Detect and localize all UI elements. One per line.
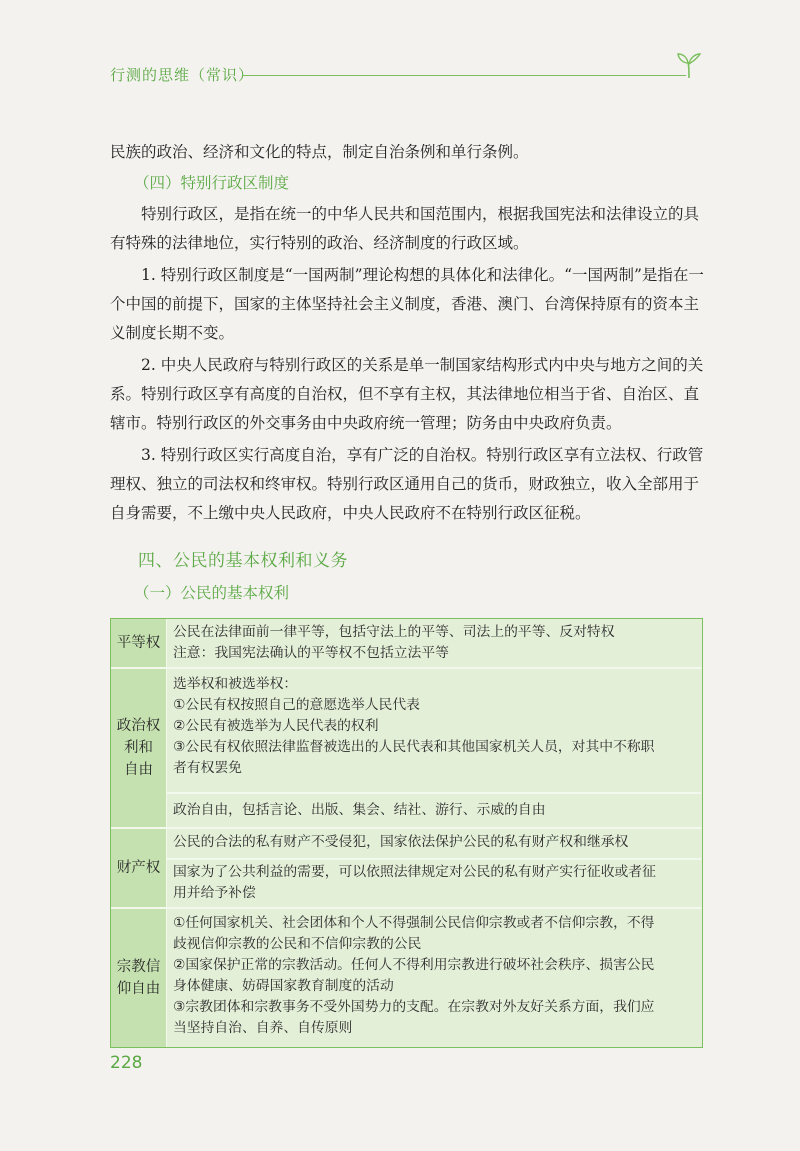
subheading-basic-rights: （一）公民的基本权利: [134, 584, 290, 602]
label-line: 自由: [124, 762, 153, 778]
paragraph: 民族的政治、经济和文化的特点，制定自治条例和单行条例。: [110, 143, 529, 161]
body-paragraph-continued: [110, 138, 706, 167]
table-cell: [167, 909, 701, 1047]
table-cell: [167, 829, 701, 857]
table-row-property: [111, 829, 701, 907]
cell-line: ②国家保护正常的宗教活动。任何人不得利用宗教进行破坏社会秩序、损害公民: [173, 957, 655, 973]
paragraph: 特别行政区，是指在统一的中华人民共和国范围内，根据我国宪法和法律设立的具有特殊的法律地位，实行特别的政治、经济制度的行政区域。: [110, 205, 700, 252]
paragraph: 3. 特别行政区实行高度自治，享有广泛的自治权。特别行政区享有立法权、行政管理权、独立的司法权和终审权。特别行政区通用自己的货币，财政独立，收入全部用于自身需要，不上缴中央人民政府，中央人民政府不在特别行政区征税。: [110, 446, 704, 522]
paragraph: 1. 特别行政区制度是“一国两制”理论构想的具体化和法律化。“一国两制”是指在一个中国的前提下，国家的主体坚持社会主义制度，香港、澳门、台湾保持原有的资本主义制度长期不变。: [110, 266, 704, 342]
cell-line: 注意：我国宪法确认的平等权不包括立法平等: [173, 645, 449, 661]
header-rule: [243, 75, 686, 76]
table-row-religion: [111, 909, 701, 1047]
table-cell: [167, 794, 701, 827]
cell-line: 公民在法律面前一律平等，包括守法上的平等、司法上的平等、反对特权: [173, 624, 615, 640]
table-cell: [167, 669, 701, 791]
table-row-political-rights: [111, 669, 701, 827]
paragraph: 2. 中央人民政府与特别行政区的关系是单一制国家结构形式内中央与地方之间的关系。特别行政区享有高度的自治权，但不享有主权，其法律地位相当于省、自治区、直辖市。特别行政区的外交事务由中央政府统一管理；防务由中央政府负责。: [110, 356, 704, 432]
section-heading: 四、公民的基本权利和义务: [138, 551, 348, 571]
cell-line: 当坚持自治、自养、自传原则: [173, 1020, 353, 1036]
row-label: [111, 669, 167, 827]
cell-line: ②公民有被选举为人民代表的权利: [173, 718, 379, 734]
cell-line: 选举权和被选举权：: [173, 676, 298, 692]
subheading-special-admin-region: （四）特别行政区制度: [134, 174, 290, 192]
label-line: 仰自由: [116, 981, 161, 997]
table-cell: [167, 860, 701, 907]
cell-line: ③宗教团体和宗教事务不受外国势力的支配。在宗教对外友好关系方面，我们应: [173, 999, 655, 1015]
row-label: 平等权: [111, 619, 167, 667]
cell-line: 公民的合法的私有财产不受侵犯，国家依法保护公民的私有财产权和继承权: [173, 834, 629, 850]
cell-line: 者有权罢免: [173, 760, 242, 776]
label-line: 利和: [124, 740, 153, 756]
cell-line: ①任何国家机关、社会团体和个人不得强制公民信仰宗教或者不信仰宗教，不得: [173, 915, 655, 931]
cell-line: 身体健康、妨碍国家教育制度的活动: [173, 978, 394, 994]
label-line: 政治权: [116, 718, 161, 734]
cell-line: 国家为了公共利益的需要，可以依照法律规定对公民的私有财产实行征收或者征: [173, 864, 656, 880]
cell-line: ①公民有权按照自己的意愿选举人民代表: [173, 697, 420, 713]
cell-line: 政治自由，包括言论、出版、集会、结社、游行、示威的自由: [173, 802, 546, 818]
cell-line: ③公民有权依照法律监督被选出的人民代表和其他国家机关人员，对其中不称职: [173, 739, 655, 755]
cell-line: 歧视信仰宗教的公民和不信仰宗教的公民: [173, 936, 422, 952]
row-label: 财产权: [111, 829, 167, 907]
cell-line: 用并给予补偿: [173, 885, 256, 901]
body-text-block: [110, 200, 706, 528]
page-number: 228: [110, 1053, 143, 1073]
label-line: 宗教信: [116, 959, 161, 975]
running-header-title: 行测的思维（常识）: [110, 66, 255, 84]
table-cell: [167, 619, 701, 667]
sprout-icon: [676, 50, 702, 80]
row-label: [111, 909, 167, 1047]
table-row-equality: [111, 619, 701, 667]
rights-table: [110, 618, 703, 1048]
